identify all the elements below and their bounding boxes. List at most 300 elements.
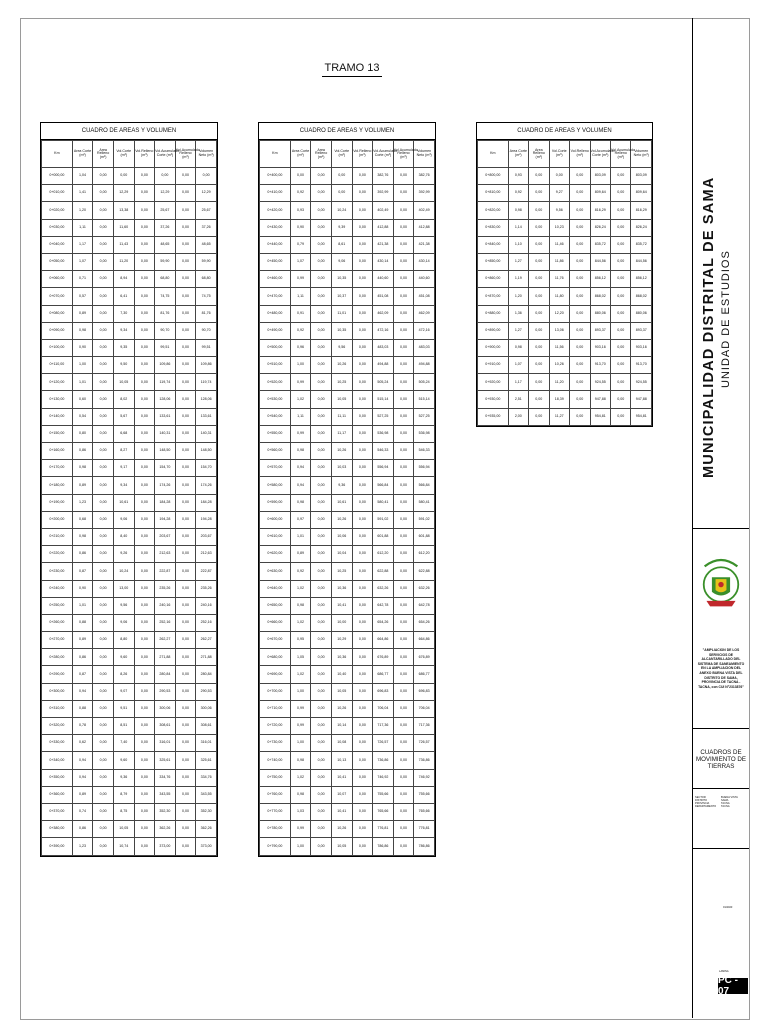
table-row bbox=[42, 735, 217, 752]
table-cell: 776,81 bbox=[373, 821, 394, 838]
table-cell: 10,14 bbox=[331, 718, 352, 735]
table-cell: 0,00 bbox=[311, 168, 332, 185]
table-cell: 0,00 bbox=[352, 339, 373, 356]
table-cell: 0+440,00 bbox=[260, 236, 291, 253]
table-cell: 0,00 bbox=[570, 322, 590, 339]
table-cell: 0,00 bbox=[352, 494, 373, 511]
table-row bbox=[260, 408, 435, 425]
table-cell: 0,00 bbox=[93, 236, 114, 253]
sheet-title: CUADROS DE MOVIMIENTO DE TIERRAS bbox=[695, 749, 747, 770]
table-cell: 6,68 bbox=[113, 425, 134, 442]
table-cell: 13,00 bbox=[113, 580, 134, 597]
table-cell: 48,65 bbox=[155, 236, 176, 253]
table-cell: 148,50 bbox=[155, 443, 176, 460]
table-row bbox=[42, 477, 217, 494]
table-cell: 8,02 bbox=[113, 391, 134, 408]
table-cell: 0,00 bbox=[93, 769, 114, 786]
table-cell: 0,00 bbox=[393, 357, 414, 374]
table-cell: 0,00 bbox=[311, 494, 332, 511]
table-cell: 280,84 bbox=[155, 666, 176, 683]
table-cell: 601,88 bbox=[414, 528, 435, 545]
table-cell: 1,00 bbox=[290, 683, 311, 700]
table-cell: 0,00 bbox=[352, 425, 373, 442]
table-cell: 0,00 bbox=[175, 185, 196, 202]
table-cell: 1,27 bbox=[508, 253, 528, 270]
table-cell: 736,86 bbox=[373, 752, 394, 769]
table-cell: 9,06 bbox=[331, 253, 352, 270]
table-cell: 99,51 bbox=[155, 339, 176, 356]
table-cell: 0,00 bbox=[175, 460, 196, 477]
table-cell: 0,00 bbox=[393, 563, 414, 580]
table-cell: 0,86 bbox=[72, 649, 93, 666]
table-cell: 0,00 bbox=[134, 253, 155, 270]
table-cell: 0,86 bbox=[72, 443, 93, 460]
table-cell: 0,00 bbox=[570, 219, 590, 236]
table-cell: 11,43 bbox=[113, 236, 134, 253]
table-cell: 0,90 bbox=[72, 339, 93, 356]
table-cell: 300,06 bbox=[155, 700, 176, 717]
sheet-code: PC - 07 bbox=[718, 978, 748, 994]
table-cell: 0,00 bbox=[311, 357, 332, 374]
table-cell: 0,00 bbox=[529, 271, 549, 288]
table-cell: 0,00 bbox=[611, 185, 631, 202]
table-cell: 11,56 bbox=[549, 339, 569, 356]
title-block bbox=[692, 18, 749, 1018]
table-row bbox=[260, 322, 435, 339]
table-cell: 0,99 bbox=[290, 425, 311, 442]
table-cell: 10,26 bbox=[331, 700, 352, 717]
table-cell: 0,89 bbox=[72, 477, 93, 494]
table-cell: 1,14 bbox=[508, 219, 528, 236]
table-cell: 0,00 bbox=[311, 649, 332, 666]
table-cell: 1,11 bbox=[290, 408, 311, 425]
table-cell: 382,76 bbox=[414, 168, 435, 185]
table-cell: 0,00 bbox=[393, 769, 414, 786]
table-cell: 0,00 bbox=[529, 202, 549, 219]
date-note: 01/2023 bbox=[723, 906, 733, 909]
table-cell: 0+620,00 bbox=[260, 546, 291, 563]
column-header: Vol.Corte (m³) bbox=[331, 141, 352, 168]
table-cell: 0,00 bbox=[393, 408, 414, 425]
table-cell: 0+330,00 bbox=[42, 735, 73, 752]
table-cell: 128,06 bbox=[155, 391, 176, 408]
table-row bbox=[42, 511, 217, 528]
table-cell: 0,00 bbox=[529, 339, 549, 356]
table-cell: 1,00 bbox=[290, 838, 311, 855]
table-cell: 402,49 bbox=[414, 202, 435, 219]
table-cell: 0,00 bbox=[331, 168, 352, 185]
table-cell: 0,00 bbox=[93, 443, 114, 460]
table-cell: 10,36 bbox=[331, 649, 352, 666]
table-cell: 746,92 bbox=[373, 769, 394, 786]
table-cell: 0,00 bbox=[570, 288, 590, 305]
table-cell: 0,00 bbox=[134, 718, 155, 735]
table-cell: 0+860,00 bbox=[478, 271, 509, 288]
table-cell: 0,00 bbox=[352, 253, 373, 270]
table-cell: 505,24 bbox=[414, 374, 435, 391]
table-cell: 10,35 bbox=[331, 271, 352, 288]
table-cell: 0+040,00 bbox=[42, 236, 73, 253]
table-cell: 954,81 bbox=[631, 408, 652, 425]
table-cell: 0,00 bbox=[393, 219, 414, 236]
table-cell: 0,00 bbox=[175, 408, 196, 425]
table-cell: 696,83 bbox=[414, 683, 435, 700]
table-cell: 8,27 bbox=[113, 443, 134, 460]
column-header: Vol.Acumulado Relleno (m³) bbox=[611, 141, 631, 168]
table-cell: 686,77 bbox=[373, 666, 394, 683]
column-header: Vol.Corte (m³) bbox=[549, 141, 569, 168]
table-cell: 0,00 bbox=[352, 752, 373, 769]
table-cell: 696,83 bbox=[373, 683, 394, 700]
table-caption: CUADRO DE AREAS Y VOLUMEN bbox=[259, 123, 435, 140]
table-cell: 0,00 bbox=[93, 408, 114, 425]
table-cell: 0,00 bbox=[393, 803, 414, 820]
table-cell: 9,56 bbox=[331, 339, 352, 356]
table-cell: 10,24 bbox=[331, 202, 352, 219]
table-cell: 0,00 bbox=[352, 683, 373, 700]
table-cell: 0,00 bbox=[93, 357, 114, 374]
table-cell: 844,56 bbox=[590, 253, 610, 270]
table-cell: 352,30 bbox=[155, 803, 176, 820]
table-row bbox=[42, 185, 217, 202]
table-cell: 0+560,00 bbox=[260, 443, 291, 460]
column-header: Vol.Acumulado Corte (m³) bbox=[373, 141, 394, 168]
column-header: Area Corte (m²) bbox=[508, 141, 528, 168]
table-cell: 0+130,00 bbox=[42, 391, 73, 408]
table-cell: 0,00 bbox=[352, 632, 373, 649]
table-cell: 0,00 bbox=[311, 718, 332, 735]
table-cell: 809,64 bbox=[590, 185, 610, 202]
table-cell: 68,80 bbox=[155, 271, 176, 288]
table-cell: 0+170,00 bbox=[42, 460, 73, 477]
table-cell: 0,00 bbox=[393, 305, 414, 322]
table-cell: 0+300,00 bbox=[42, 683, 73, 700]
table-cell: 0,00 bbox=[393, 614, 414, 631]
table-cell: 0,87 bbox=[72, 666, 93, 683]
table-cell: 0,00 bbox=[93, 219, 114, 236]
table-cell: 362,26 bbox=[155, 821, 176, 838]
table-cell: 194,28 bbox=[155, 511, 176, 528]
table-cell: 0,00 bbox=[311, 597, 332, 614]
table-cell: 10,05 bbox=[113, 821, 134, 838]
table-cell: 10,26 bbox=[331, 821, 352, 838]
table-cell: 0,00 bbox=[175, 649, 196, 666]
table-cell: 0,00 bbox=[134, 185, 155, 202]
table-cell: 0,00 bbox=[93, 632, 114, 649]
table-cell: 1,03 bbox=[290, 803, 311, 820]
table-cell: 0,00 bbox=[93, 735, 114, 752]
table-cell: 546,33 bbox=[373, 443, 394, 460]
table-row bbox=[42, 408, 217, 425]
table-row bbox=[478, 168, 652, 185]
table-cell: 240,16 bbox=[196, 597, 217, 614]
table-cell: 0,94 bbox=[72, 683, 93, 700]
table-cell: 262,27 bbox=[196, 632, 217, 649]
table-cell: 11,11 bbox=[331, 408, 352, 425]
table-cell: 10,03 bbox=[331, 460, 352, 477]
table-cell: 1,07 bbox=[72, 253, 93, 270]
page-title: TRAMO 13 bbox=[322, 62, 382, 77]
table-cell: 0+530,00 bbox=[260, 391, 291, 408]
table-cell: 0,99 bbox=[290, 700, 311, 717]
table-cell: 203,67 bbox=[196, 528, 217, 545]
table-row bbox=[478, 288, 652, 305]
table-cell: 0,00 bbox=[393, 632, 414, 649]
table-row bbox=[42, 443, 217, 460]
table-row bbox=[260, 339, 435, 356]
table-cell: 0,00 bbox=[611, 271, 631, 288]
table-cell: 0,00 bbox=[393, 425, 414, 442]
table-cell: 2,00 bbox=[508, 408, 528, 425]
table-cell: 0,00 bbox=[352, 288, 373, 305]
table-cell: 8,61 bbox=[331, 236, 352, 253]
table-row bbox=[260, 528, 435, 545]
table-cell: 0,00 bbox=[93, 305, 114, 322]
table-cell: 0,00 bbox=[311, 511, 332, 528]
table-row bbox=[260, 357, 435, 374]
table-cell: 835,72 bbox=[590, 236, 610, 253]
table-cell: 0,00 bbox=[352, 271, 373, 288]
table-cell: 0+310,00 bbox=[42, 700, 73, 717]
table-cell: 0,90 bbox=[290, 219, 311, 236]
table-cell: 0,92 bbox=[290, 563, 311, 580]
table-cell: 0,00 bbox=[134, 322, 155, 339]
table-cell: 1,07 bbox=[290, 253, 311, 270]
table-cell: 10,26 bbox=[549, 357, 569, 374]
table-cell: 316,01 bbox=[196, 735, 217, 752]
table-caption: CUADRO DE AREAS Y VOLUMEN bbox=[41, 123, 217, 140]
table-row bbox=[260, 769, 435, 786]
table-cell: 5,67 bbox=[113, 408, 134, 425]
table-row bbox=[42, 236, 217, 253]
table-cell: 786,86 bbox=[373, 838, 394, 855]
table-cell: 235,26 bbox=[196, 580, 217, 597]
table-cell: 1,27 bbox=[508, 322, 528, 339]
table-cell: 0+090,00 bbox=[42, 322, 73, 339]
table-cell: 0,57 bbox=[72, 288, 93, 305]
table-cell: 0+810,00 bbox=[478, 185, 509, 202]
table-cell: 0,00 bbox=[570, 339, 590, 356]
table-cell: 0,00 bbox=[93, 666, 114, 683]
table-cell: 0+850,00 bbox=[478, 253, 509, 270]
table-cell: 0,94 bbox=[72, 769, 93, 786]
table-row bbox=[478, 322, 652, 339]
table-cell: 0,00 bbox=[352, 649, 373, 666]
table-cell: 59,90 bbox=[196, 253, 217, 270]
table-cell: 10,40 bbox=[331, 666, 352, 683]
table-cell: 0,00 bbox=[93, 374, 114, 391]
table-cell: 642,78 bbox=[373, 597, 394, 614]
table-cell: 0,00 bbox=[175, 718, 196, 735]
table-row bbox=[42, 580, 217, 597]
table-cell: 9,56 bbox=[549, 202, 569, 219]
table-cell: 0,00 bbox=[311, 769, 332, 786]
table-cell: 0+630,00 bbox=[260, 563, 291, 580]
table-cell: 0,00 bbox=[93, 288, 114, 305]
table-cell: 786,86 bbox=[414, 838, 435, 855]
table-row bbox=[42, 168, 217, 185]
table-cell: 0,00 bbox=[134, 735, 155, 752]
table-cell: 0,00 bbox=[611, 357, 631, 374]
table-cell: 0,00 bbox=[352, 168, 373, 185]
table-cell: 0,00 bbox=[175, 288, 196, 305]
table-cell: 0,00 bbox=[93, 718, 114, 735]
table-cell: 505,24 bbox=[373, 374, 394, 391]
table-cell: 0,00 bbox=[134, 632, 155, 649]
table-cell: 0,00 bbox=[393, 202, 414, 219]
table-cell: 947,88 bbox=[631, 391, 652, 408]
project-name: "AMPLIACION DE LOS SERVICIOS DE ALCANTARILLADO DEL SISTEMA DE SANEAMIENTO EN LA AMPLIACION DEL ANEXO BUENA VISTA DEL DISTRITO DE SAMA, PROVINCIA DE TACNA - TACNA, con CUI N°2313876" bbox=[697, 648, 745, 689]
table-cell: 1,10 bbox=[508, 236, 528, 253]
table-cell: 25,67 bbox=[196, 202, 217, 219]
table-cell: 109,86 bbox=[155, 357, 176, 374]
table-cell: 0,00 bbox=[93, 494, 114, 511]
table-row bbox=[478, 202, 652, 219]
table-cell: 0+490,00 bbox=[260, 322, 291, 339]
table-cell: 0,00 bbox=[134, 494, 155, 511]
table-cell: 0,00 bbox=[175, 528, 196, 545]
municipality-name: MUNICIPALIDAD DISTRITAL DE SAMA bbox=[701, 176, 717, 478]
table-cell: 776,81 bbox=[414, 821, 435, 838]
table-cell: 9,26 bbox=[113, 546, 134, 563]
table-cell: 68,80 bbox=[196, 271, 217, 288]
table-cell: 803,09 bbox=[590, 168, 610, 185]
table-cell: 0+680,00 bbox=[260, 649, 291, 666]
table-cell: 0+540,00 bbox=[260, 408, 291, 425]
table-cell: 580,41 bbox=[414, 494, 435, 511]
table-cell: 290,53 bbox=[155, 683, 176, 700]
table-cell: 0,00 bbox=[393, 494, 414, 511]
table-row bbox=[42, 718, 217, 735]
table-cell: 10,04 bbox=[331, 546, 352, 563]
table-cell: 0+050,00 bbox=[42, 253, 73, 270]
table-cell: 392,99 bbox=[414, 185, 435, 202]
table-cell: 0+770,00 bbox=[260, 803, 291, 820]
table-cell: 0,00 bbox=[134, 202, 155, 219]
table-cell: 0,00 bbox=[311, 288, 332, 305]
table-cell: 0,00 bbox=[529, 288, 549, 305]
table-cell: 8,75 bbox=[113, 803, 134, 820]
table-cell: 11,27 bbox=[549, 408, 569, 425]
table-cell: 10,41 bbox=[331, 597, 352, 614]
table-row bbox=[478, 219, 652, 236]
table-cell: 11,80 bbox=[549, 288, 569, 305]
table-cell: 0,89 bbox=[72, 305, 93, 322]
table-cell: 0,00 bbox=[134, 700, 155, 717]
table-row bbox=[260, 425, 435, 442]
table-cell: 0,00 bbox=[393, 718, 414, 735]
table-cell: 0,00 bbox=[93, 528, 114, 545]
table-cell: 10,13 bbox=[331, 752, 352, 769]
table-row bbox=[42, 563, 217, 580]
table-cell: 0,00 bbox=[393, 597, 414, 614]
table-cell: 222,87 bbox=[196, 563, 217, 580]
table-cell: 717,36 bbox=[373, 718, 394, 735]
table-row bbox=[260, 838, 435, 855]
table-cell: 0,00 bbox=[311, 305, 332, 322]
table-cell: 0,00 bbox=[352, 580, 373, 597]
table-cell: 0,00 bbox=[175, 168, 196, 185]
table-cell: 0,00 bbox=[93, 202, 114, 219]
table-cell: 0+460,00 bbox=[260, 271, 291, 288]
table-cell: 12,29 bbox=[155, 185, 176, 202]
table-cell: 556,94 bbox=[414, 460, 435, 477]
table-cell: 0,00 bbox=[529, 185, 549, 202]
table-cell: 1,01 bbox=[72, 374, 93, 391]
table-row bbox=[42, 391, 217, 408]
table-cell: 0+430,00 bbox=[260, 219, 291, 236]
table-cell: 10,41 bbox=[331, 803, 352, 820]
table-cell: 0,00 bbox=[311, 443, 332, 460]
table-row bbox=[260, 735, 435, 752]
table-cell: 0,00 bbox=[311, 185, 332, 202]
table-cell: 527,25 bbox=[373, 408, 394, 425]
table-row bbox=[42, 305, 217, 322]
table-cell: 0+320,00 bbox=[42, 718, 73, 735]
table-cell: 440,60 bbox=[373, 271, 394, 288]
table-cell: 373,00 bbox=[196, 838, 217, 855]
table-cell: 343,55 bbox=[196, 786, 217, 803]
table-cell: 0+720,00 bbox=[260, 718, 291, 735]
table-cell: 816,29 bbox=[631, 202, 652, 219]
location-value: TACNA bbox=[721, 802, 730, 805]
table-cell: 0,00 bbox=[311, 580, 332, 597]
table-cell: 1,17 bbox=[508, 374, 528, 391]
table-cell: 9,06 bbox=[113, 614, 134, 631]
table-cell: 0+800,00 bbox=[478, 168, 509, 185]
table-cell: 0+750,00 bbox=[260, 769, 291, 786]
table-row bbox=[42, 803, 217, 820]
table-cell: 566,84 bbox=[373, 477, 394, 494]
table-cell: 0+830,00 bbox=[478, 219, 509, 236]
table-cell: 0+450,00 bbox=[260, 253, 291, 270]
table-cell: 1,23 bbox=[72, 494, 93, 511]
table-cell: 0,00 bbox=[134, 752, 155, 769]
table-cell: 472,16 bbox=[373, 322, 394, 339]
column-header: Km bbox=[42, 141, 73, 168]
table-cell: 0,00 bbox=[134, 666, 155, 683]
table-cell: 0,87 bbox=[72, 563, 93, 580]
table-cell: 1,01 bbox=[290, 528, 311, 545]
table-cell: 0,00 bbox=[113, 168, 134, 185]
table-cell: 343,55 bbox=[155, 786, 176, 803]
table-cell: 0,00 bbox=[529, 219, 549, 236]
table-cell: 0,00 bbox=[611, 236, 631, 253]
table-cell: 0+700,00 bbox=[260, 683, 291, 700]
table-cell: 0+080,00 bbox=[42, 305, 73, 322]
table-cell: 412,88 bbox=[373, 219, 394, 236]
table-cell: 290,53 bbox=[196, 683, 217, 700]
table-cell: 0,00 bbox=[570, 305, 590, 322]
table-cell: 0,00 bbox=[311, 546, 332, 563]
table-cell: 0,00 bbox=[611, 305, 631, 322]
table-cell: 0,00 bbox=[134, 614, 155, 631]
table-cell: 382,76 bbox=[373, 168, 394, 185]
table-cell: 9,17 bbox=[113, 460, 134, 477]
table-cell: 0+370,00 bbox=[42, 803, 73, 820]
table-cell: 362,26 bbox=[196, 821, 217, 838]
table-cell: 11,86 bbox=[549, 253, 569, 270]
table-cell: 81,76 bbox=[155, 305, 176, 322]
table-cell: 0,00 bbox=[529, 322, 549, 339]
table-cell: 128,06 bbox=[196, 391, 217, 408]
table-cell: 536,98 bbox=[414, 425, 435, 442]
table-cell: 0,00 bbox=[352, 614, 373, 631]
table-cell: 1,20 bbox=[72, 202, 93, 219]
volume-table bbox=[40, 122, 218, 857]
table-cell: 0+020,00 bbox=[42, 202, 73, 219]
column-header: Km bbox=[260, 141, 291, 168]
